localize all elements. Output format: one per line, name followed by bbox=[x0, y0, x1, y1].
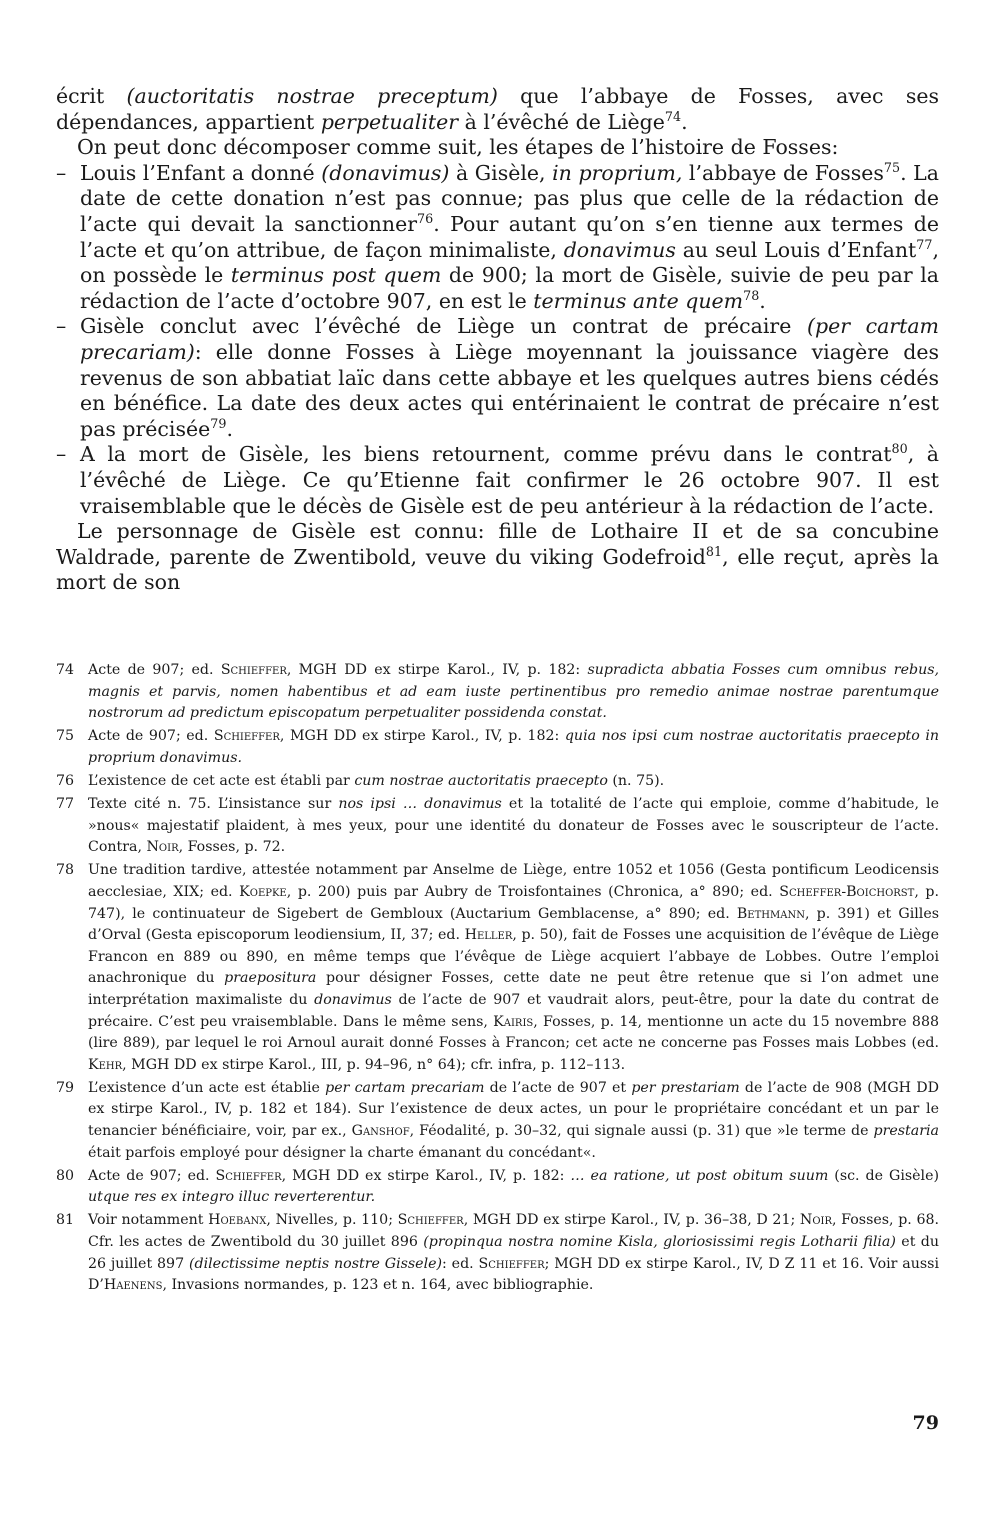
italic-text: nos ipsi … donavimus bbox=[338, 796, 502, 813]
italic-text: prestaria bbox=[873, 1122, 939, 1139]
list-item bbox=[56, 161, 939, 315]
author-name: Ganshof bbox=[351, 1122, 410, 1139]
author-name: Haenens bbox=[103, 1277, 163, 1294]
text: ; MGH DD ex stirpe Karol., IV, D Z 11 et 16. Voir aussi D’ bbox=[88, 1255, 939, 1294]
footnote-ref: 80 bbox=[891, 441, 908, 457]
text: et du 26 juillet 897 bbox=[88, 1233, 939, 1272]
italic-text: cum nostrae auctoritatis praecepto bbox=[354, 772, 608, 789]
footnote-76 bbox=[56, 771, 939, 793]
text: Louis l’Enfant a donné bbox=[80, 160, 322, 185]
italic-text: supradicta abbatia Fosses cum omnibus rebus, magnis et parvis, nomen habentibus et ad eam iuste pertinentibus pro remedio animae nostrae parentumque nostrorum ad predictum episcopatum perpetualiter possidenda constat. bbox=[88, 662, 939, 722]
text: Gisèle conclut avec l’évêché de Liège un contrat de précaire bbox=[80, 314, 807, 339]
author-name: Schieffer bbox=[397, 1212, 464, 1229]
italic-text: (propinqua nostra nomine Kisla, gloriosissimi regis Lotharii filia) bbox=[423, 1233, 896, 1250]
footnote-79 bbox=[56, 1078, 939, 1164]
text: Texte cité n. 75. L’insistance sur bbox=[88, 796, 339, 813]
author-name: Bethmann bbox=[736, 905, 805, 922]
text: écrit bbox=[56, 84, 127, 108]
text: . La date de cette donation n’est pas connue; pas plus que celle de la rédaction de l’acte qui devait la sanctionner bbox=[80, 160, 940, 236]
text: , Invasions normandes, p. 123 et n. 164, avec bibliographie. bbox=[162, 1277, 594, 1294]
dash-bullet: – bbox=[56, 442, 67, 467]
main-text bbox=[56, 84, 939, 596]
footnote-ref: 74 bbox=[664, 108, 682, 124]
text: , Fosses, p. 72. bbox=[178, 839, 286, 856]
footnote-80 bbox=[56, 1166, 939, 1209]
text: , MGH DD ex stirpe Karol., IV, p. 36–38, D 21; bbox=[463, 1212, 800, 1229]
text: Acte de 907; ed. bbox=[88, 728, 214, 745]
text: , Fosses, p. 14, mentionne un acte du 15 novembre 888 (lire 889), par lequel le roi Arnoul aurait donné Fosses à Francon; cet acte ne concerne pas Fosses mais Lobbes (ed. bbox=[88, 1013, 940, 1052]
author-name: Kairis bbox=[493, 1013, 534, 1030]
footnote-78 bbox=[56, 860, 939, 1076]
text: , MGH DD ex stirpe Karol., IV, p. 182: bbox=[281, 1167, 571, 1184]
text: de 900; la mort de Gisèle, suivie de peu par la rédaction de l’acte d’octobre 907, en est le bbox=[80, 263, 939, 313]
text: Acte de 907; ed. bbox=[88, 662, 221, 678]
text: , elle reçut, après la mort de son bbox=[56, 544, 940, 595]
footnote-number: 78 bbox=[56, 862, 75, 879]
footnote-ref: 78 bbox=[743, 287, 760, 303]
footnote-75 bbox=[56, 726, 939, 769]
author-name: Koepke bbox=[239, 883, 287, 900]
italic-text: perpetualiter bbox=[320, 109, 459, 134]
text: et la totalité de l’acte qui emploie, comme d’habitude, le »nous« majestatif plaident, à mes yeux, pour une identité du donateur de Fosses avec le souscripteur de l’acte. Contra, bbox=[88, 796, 939, 856]
text: : ed. bbox=[442, 1255, 479, 1272]
author-name: Schieffer bbox=[215, 1167, 282, 1184]
text: , on possède le bbox=[80, 237, 939, 288]
italic-text: praepositura bbox=[224, 970, 317, 987]
italic-text: (dilectissime neptis nostre Gissele) bbox=[188, 1255, 443, 1272]
italic-text: (donavimus) bbox=[321, 160, 450, 185]
text: Acte de 907; ed. bbox=[88, 1167, 216, 1184]
footnote-ref: 79 bbox=[210, 415, 227, 431]
text: l’abbaye de Fosses bbox=[682, 160, 884, 185]
footnote-number: 76 bbox=[56, 772, 75, 789]
footnote-74 bbox=[56, 660, 939, 725]
italic-text: per cartam precariam bbox=[325, 1079, 485, 1096]
italic-text: (per cartam precariam) bbox=[80, 314, 939, 364]
text: à l’évêché de Liège bbox=[458, 109, 665, 134]
italic-text: … ea ratione, ut post obitum suum bbox=[570, 1167, 829, 1184]
italic-text: (auctoritatis nostrae preceptum) bbox=[126, 84, 498, 108]
text: , Nivelles, p. 110; bbox=[266, 1212, 398, 1229]
author-name: Hoebanx bbox=[208, 1212, 267, 1229]
text: , p. 747), le continuateur de Sigebert de Gembloux (Auctarium Gemblacense, a° 890; ed. bbox=[88, 883, 939, 922]
footnote-number: 74 bbox=[56, 662, 75, 678]
footnote-number: 79 bbox=[56, 1079, 75, 1096]
text: , MGH DD ex stirpe Karol., IV, p. 182: bbox=[279, 728, 565, 745]
list-item bbox=[56, 314, 939, 442]
text: , p. 391) et Gilles d’Orval (Gesta episcoporum leodiensium, II, 37; ed. bbox=[88, 905, 939, 944]
author-name: Schieffer bbox=[478, 1255, 545, 1272]
italic-text: quia nos ipsi cum nostrae auctoritatis praecepto in proprium donavimus. bbox=[88, 728, 940, 766]
text: . Pour autant qu’on s’en tienne aux termes de l’acte et qu’on attribue, de façon minimaliste, bbox=[80, 211, 939, 262]
text: de l’acte de 908 (MGH DD ex stirpe Karol., IV, p. 182 et 184). Sur l’existence de deux actes, un pour le propriétaire concédant et un par le tenancier bénéficiaire, voir, par ex., bbox=[88, 1079, 939, 1139]
author-name: Scheffer-Boichorst bbox=[779, 883, 915, 900]
italic-text: donavimus bbox=[563, 237, 676, 262]
text: , MGH DD ex stirpe Karol., III, p. 94–96, n° 64); cfr. infra, p. 112–113. bbox=[122, 1056, 626, 1073]
footnote-ref: 75 bbox=[883, 159, 901, 175]
paragraph-gisele bbox=[56, 519, 939, 596]
footnote-77 bbox=[56, 794, 939, 859]
text: (n. 75). bbox=[607, 772, 665, 789]
text: , Fosses, p. 68. Cfr. les actes de Zwentibold du 30 juillet 896 bbox=[88, 1212, 940, 1250]
text: . bbox=[759, 288, 766, 313]
text: L’existence de cet acte est établi par bbox=[88, 772, 355, 789]
text: , p. 200) puis par Aubry de Troisfontaines (Chronica, a° 890; ed. bbox=[286, 883, 780, 900]
footnote-81 bbox=[56, 1210, 939, 1296]
text: était parfois employé pour désigner la charte émanant du concédant«. bbox=[88, 1144, 596, 1161]
footnote-ref: 77 bbox=[916, 236, 933, 252]
list-item bbox=[56, 442, 939, 519]
footnote-ref: 76 bbox=[417, 211, 434, 227]
italic-text: per prestariam bbox=[631, 1079, 740, 1096]
footnote-number: 80 bbox=[56, 1167, 75, 1184]
dash-bullet: – bbox=[56, 160, 67, 185]
author-name: Heller bbox=[464, 927, 513, 944]
text: . bbox=[226, 416, 233, 441]
text: , MGH DD ex stirpe Karol., IV, p. 182: bbox=[286, 662, 588, 678]
text: Une tradition tardive, attestée notamment par Anselme de Liège, entre 1052 et 1056 (Gesta pontificum Leodicensis aecclesiae, XIX; ed. bbox=[88, 862, 939, 900]
text: de l’acte de 907 et vaudrait alors, peut-être, pour la date du contrat de précaire. C’est peu vraisemblable. Dans le même sens, bbox=[88, 991, 939, 1030]
text: de l’acte de 907 et bbox=[484, 1079, 632, 1096]
text: , p. 50), fait de Fosses une acquisition de l’évêque de Liège Francon en 889 ou 890, en même temps que l’évêque de Liège acquiert l’abbaye de Lobbes. Outre l’emploi anachronique du bbox=[88, 927, 939, 987]
footnotes bbox=[56, 660, 939, 1298]
italic-text: utque res ex integro illuc reverterentur. bbox=[88, 1189, 376, 1206]
footnote-number: 77 bbox=[56, 796, 75, 813]
footnote-number: 75 bbox=[56, 728, 75, 745]
paragraph-steps-intro: On peut donc décomposer comme suit, les étapes de l’histoire de Fosses: bbox=[77, 135, 839, 160]
author-name: Kehr bbox=[88, 1056, 123, 1073]
text: au seul Louis d’Enfant bbox=[675, 237, 917, 262]
text: , Féodalité, p. 30–32, qui signale aussi (p. 31) que »le terme de bbox=[409, 1122, 874, 1139]
text: , à l’évêché de Liège. Ce qu’Etienne fait confirmer le 26 octobre 907. Il est vraisemblable que le décès de Gisèle est de peu antérieur à la rédaction de l’acte. bbox=[80, 442, 939, 518]
text: à Gisèle, bbox=[449, 160, 553, 185]
page-number: 79 bbox=[912, 1412, 939, 1434]
author-name: Schieffer bbox=[220, 662, 287, 678]
dash-bullet: – bbox=[56, 314, 67, 339]
text: que l’abbaye de Fosses, avec ses dépendances, appartient bbox=[56, 84, 939, 134]
text: A la mort de Gisèle, les biens retournent, comme prévu dans le contrat bbox=[80, 442, 892, 467]
text: Le personnage de Gisèle est connu: fille de Lothaire II et de sa concubine Waldrade, parente de Zwentibold, veuve du viking Godefroid bbox=[56, 519, 939, 569]
author-name: Noir bbox=[799, 1212, 833, 1229]
text: Voir notamment bbox=[88, 1212, 209, 1229]
author-name: Noir bbox=[146, 839, 179, 856]
text: . bbox=[681, 109, 688, 134]
italic-text: donavimus bbox=[314, 991, 392, 1008]
footnote-number: 81 bbox=[56, 1212, 75, 1229]
text: L’existence d’un acte est établie bbox=[88, 1079, 326, 1096]
italic-text: in proprium, bbox=[552, 160, 683, 185]
text: pour désigner Fosses, cette date ne peut être retenue que si l’on admet une interprétation maximaliste du bbox=[88, 970, 939, 1008]
paragraph-continuation bbox=[56, 84, 939, 135]
footnote-ref: 81 bbox=[705, 543, 723, 559]
italic-text: terminus post quem bbox=[230, 263, 442, 288]
text: : elle donne Fosses à Liège moyennant la jouissance viagère des revenus de son abbatiat laïc dans cette abbaye et les quelques autres biens cédés en bénéfice. La date des deux actes qui entérinaient le contrat de précaire n’est pas précisée bbox=[80, 339, 939, 441]
author-name: Schieffer bbox=[213, 728, 280, 745]
italic-text: terminus ante quem bbox=[533, 288, 744, 313]
text: (sc. de Gisèle) bbox=[828, 1167, 940, 1184]
